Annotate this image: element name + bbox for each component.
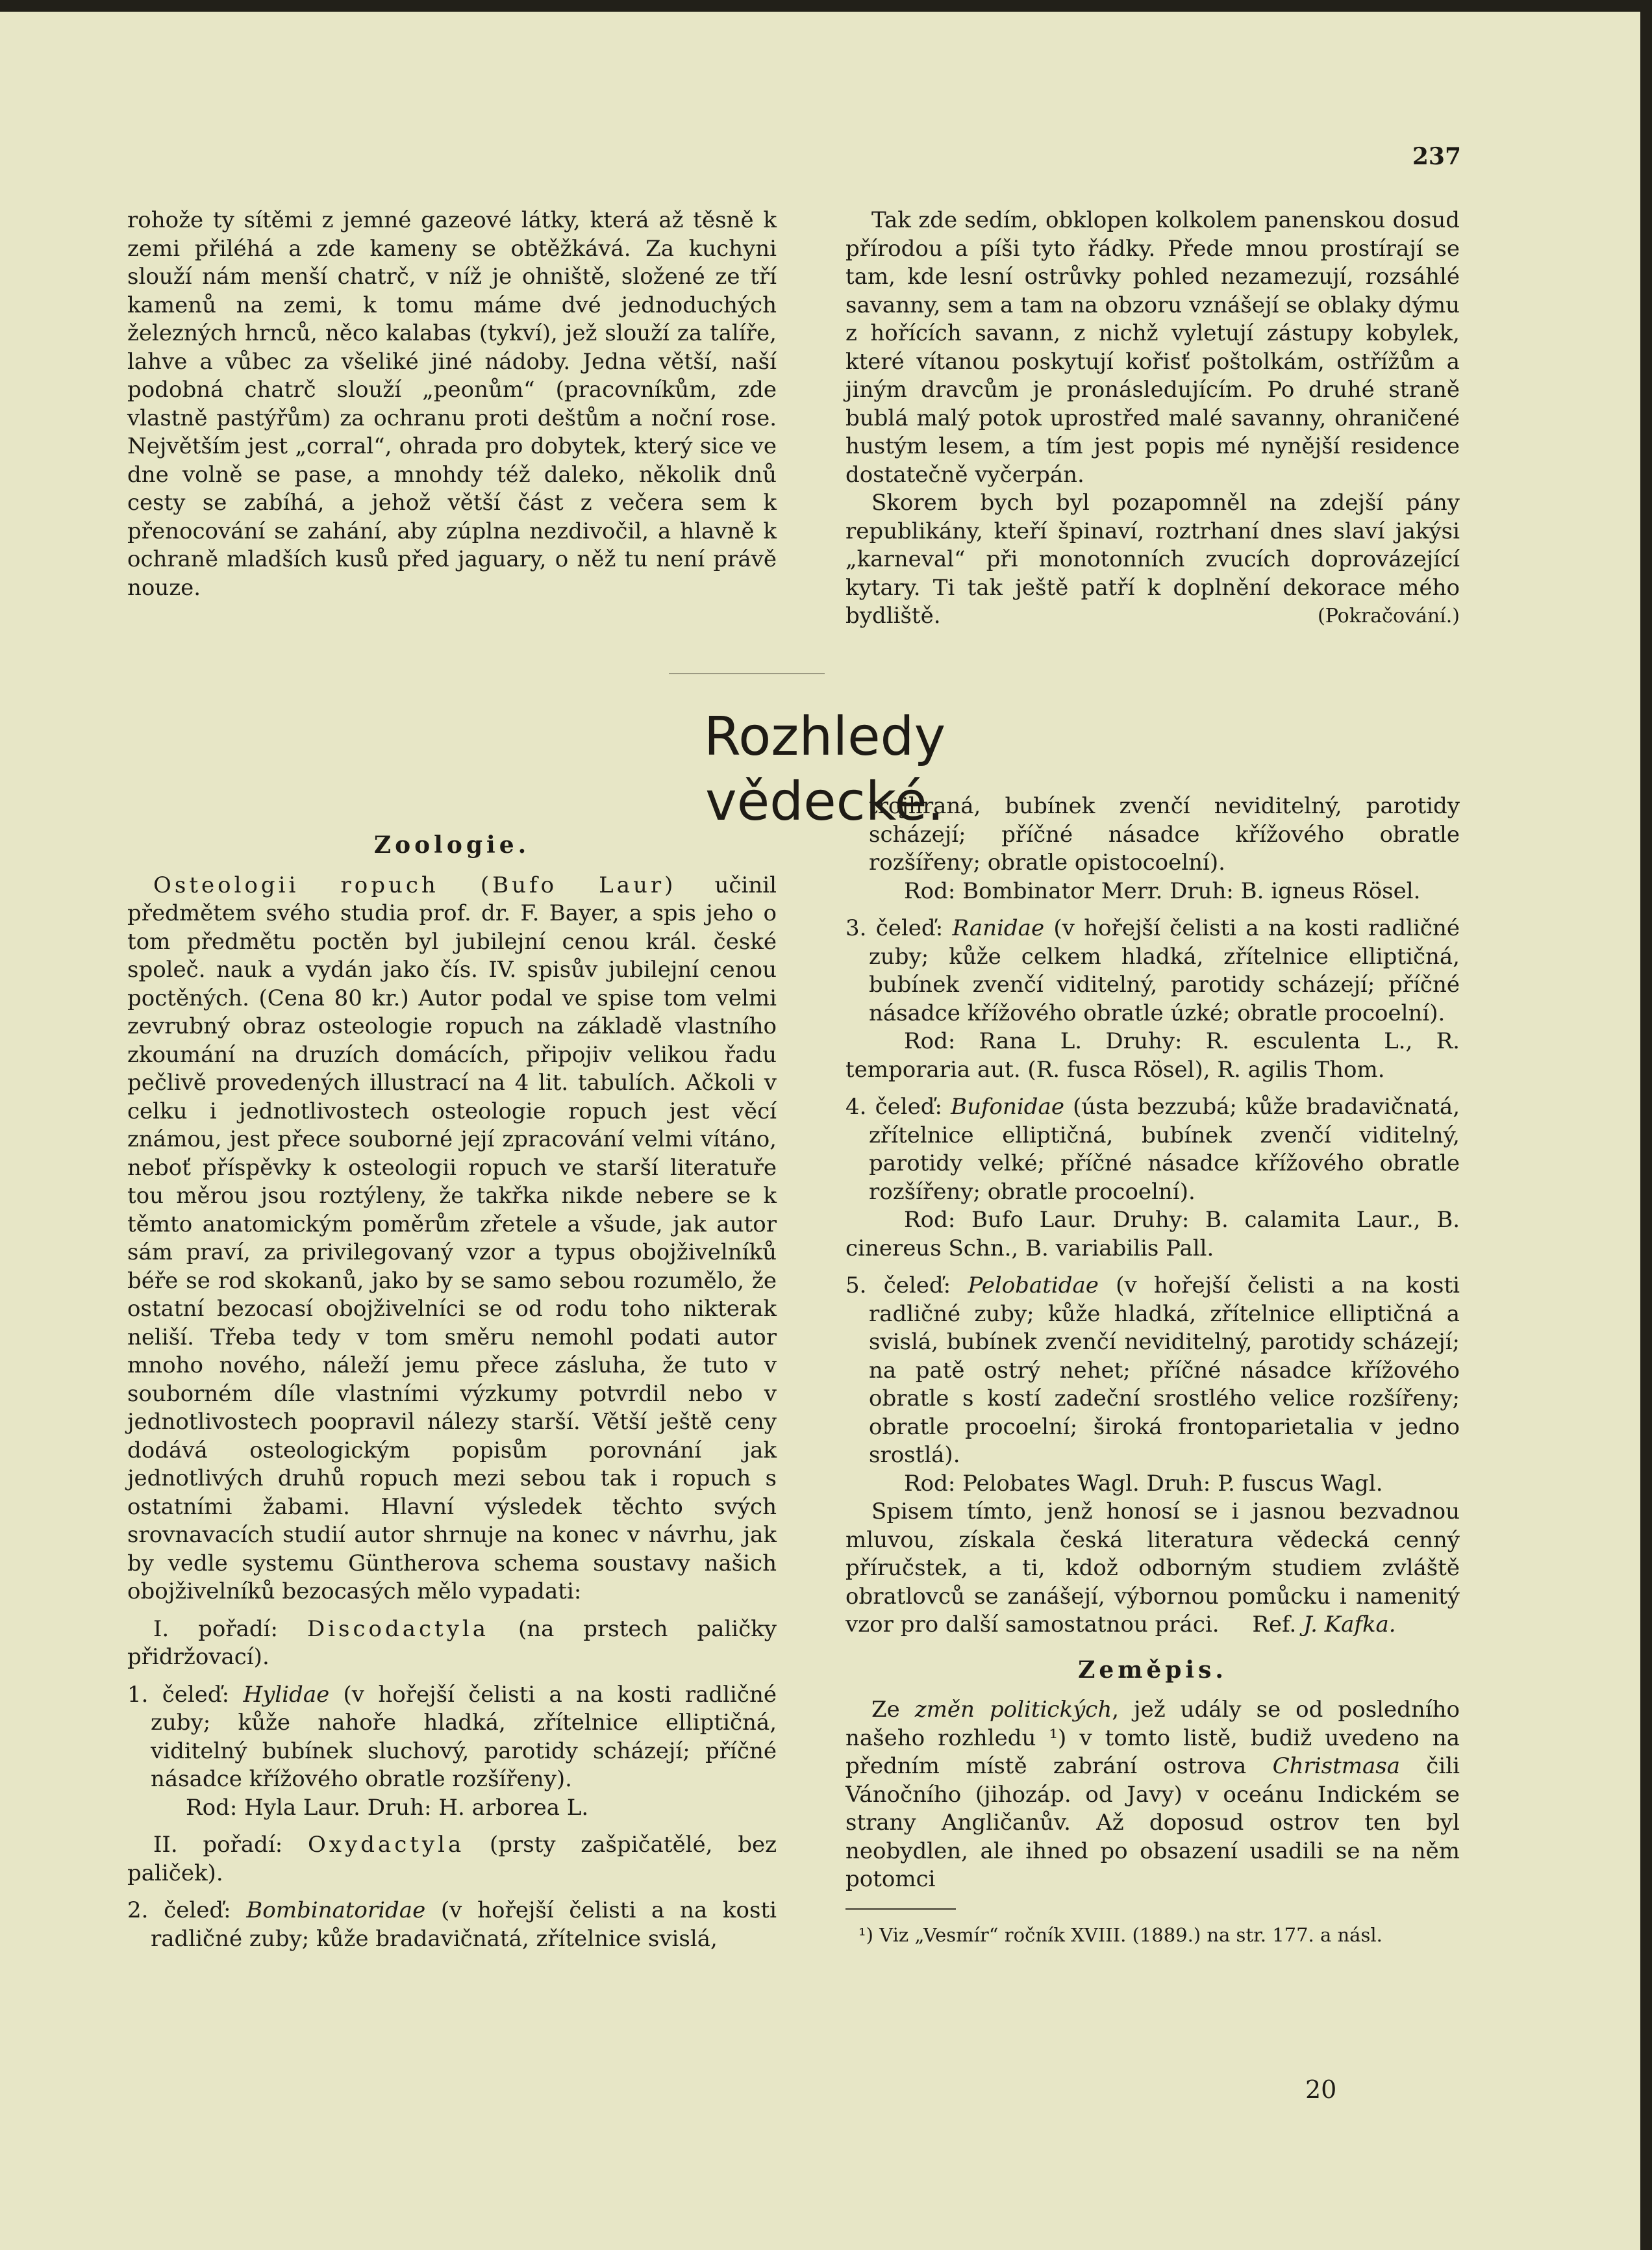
family-1-name: Hylidae [243,1681,330,1708]
family-5 [845,1272,1460,1470]
family-2 [127,1897,777,1953]
travel-paragraph-right-1: Tak zde sedím, obklopen kolkolem panenskou dosud přírodou a píši tyto řádky. Přede mnou prostírají se tam, kde lesní ostrůvky pohled nezamezují, rozsáhlé savanny, sem a tam na obzoru vznášejí se oblaky dýmu z hořících savann, z nichž vyletují zástupy kobylek, které vítanou poskytují kořisť poštolkám, ostřížům a jiným dravcům je pronásledujícím. Po druhé straně bublá malý potok uprostřed malé savanny, ohraničené hustým lesem, a tím jest popis mé nynější residence dostatečně vyčerpán. [845,207,1460,488]
rod-2: Rod: Bombinator Merr. Druh: B. igneus Rösel. [904,878,1421,904]
travel-paragraph-left: rohože ty sítěmi z jemné gazeové látky, která až těsně k zemi přiléhá a zde kameny se obtěžkává. Za kuchyni slouží nám menší chatrč, v níž je ohniště, složené ze tří kamenů na zemi, k tomu máme dvé jednoduchých železných hrnců, něco kalabas (tykví), jež slouží za talíře, lahve a vůbec za všeliké jiné nádoby. Jedna větší, naší podobná chatrč slouží „peonům“ (pracovníkům, zde vlastně pastýřům) za ochranu proti deštům a noční rose. Největším jest „corral“, ohrada pro dobytek, který sice ve dne volně se pase, a mnohdy též daleko, několik dnů cesty se zabíhá, a jehož větší část z večera sem k přenocování se zahání, aby zúplna nezdivočil, a hlavně k ochraně mladších kusů před jaguary, o něž tu není právě nouze. [127,207,777,601]
geography-heading: Zeměpis. [1078,1656,1227,1684]
family-1 [127,1681,777,1794]
family-2-desc: (v hořejší čelisti a na kosti radličné zuby; kůže bradavičnatá, zřítelnice svislá, [151,1897,777,1952]
family-5-desc: (v hořejší čelisti a na kosti radličné zuby; kůže hladká, zřítelnice elliptičná a svislá, bubínek zvenčí neviditelný, parotidy scházejí; na patě ostrý nehet; příčné násadce křížového obratle s kostí zadeční srostlého velice rozšířeny; obratle procoelní; široká frontoparietalia v jedno srostlá). [869,1272,1460,1468]
order-2-name: Oxydactyla [307,1832,465,1858]
family-1-label: 1. čeleď: [127,1681,244,1708]
order-1-label: I. pořadí: [153,1615,307,1642]
travel-paragraph-right-2-wrap [845,489,1460,631]
family-3-name: Ranidae [952,915,1045,941]
family-4-label: 4. čeleď: [845,1094,951,1120]
continued-note: (Pokračování.) [1318,605,1460,627]
geography-italic-2: Christmasa [1272,1753,1400,1779]
family-4-desc: (ústa bezzubá; kůže bradavičnatá, zřítelnice elliptičná, bubínek zvenčí viditelný, parotidy velké; příčné násadce křížového obratle rozšířeny; obratle procoelní). [869,1094,1460,1205]
family-5-name: Pelobatidae [968,1272,1099,1298]
order-1-name: Discodactyla [307,1615,490,1642]
footnote-rule [845,1908,956,1910]
family-4-name: Bufonidae [951,1094,1064,1120]
zoology-closing [845,1498,1460,1639]
family-3-desc: (v hořejší čelisti a na kosti radličné zuby; kůže celkem hladká, zřítelnice elliptičná, bubínek zvenčí viditelný, parotidy scházejí; příčné násadce křížového obratle úzké; obratle procoelní). [869,915,1460,1026]
scan-edge-top [0,0,1652,12]
zoology-geography-column [845,792,1460,1949]
printer-signature: 20 [1305,2075,1337,2104]
order-1-desc: (na prstech paličky přidržovací). [127,1615,777,1670]
family-2-label: 2. čeleď: [127,1897,247,1923]
geography-text-a: Ze [871,1697,915,1723]
family-5-label: 5. čeleď: [845,1272,968,1298]
geography-italic-1: změn politických [914,1697,1112,1723]
zoology-intro-text: učinil předmětem svého studia prof. dr. F. Bayer, a spis jeho o tom předmětu poctěn byl jubilejní cenou král. české společ. nauk a vydán jako čís. IV. spisův jubilejní cenou poctěných. (Cena 80 kr.) Autor podal ve spise tom velmi zevrubný obraz osteologie ropuch na základě vlastního zkoumání na druzích domácích, připojiv velikou řadu pečlivě provedených illustrací na 4 lit. tabulích. Ačkoli v celku i jednotlivostech osteologie ropuch jest věcí známou, jest přece souborné její zpracování velmi vítáno, neboť příspěvky k osteologii ropuch ve starší literatuře tou měrou jsou roztýleny, že takřka nikde nebere se k těmto anatomickým poměrům zřetele a všude, jak autor sám praví, za privilegovaný vzor a typus obojživelníků béře se rod skokanů, jako by se samo sebou rozumělo, že ostatní bezocasí obojživelníci se od rodu toho nikterak neliší. Třeba tedy v tom směru nemohl podati autor mnoho nového, náleží jemu přece zásluha, že tuto v souborném díle vlastními výzkumy potvrdil nebo v jednotlivostech poopravil nálezy starší. Větší ještě ceny dodává osteologickým popisům porovnání jak jednotlivých druhů ropuch mezi sebou tak i ropuch s ostatními žabami. Hlavní výsledek těchto svých srovnavacích studií autor shrnuje na konec v návrhu, jak by vedle systemu Güntherova schema soustavy našich obojživelníků bezocasých mělo vypadati: [127,872,777,1604]
section-separator [669,673,825,674]
zoology-closing-text: Spisem tímto, jenž honosí se i jasnou bezvadnou mluvou, získala česká literatura vědecká cenný příručstek, a ti, kdož odborným studiem zvláště obratlovců se zanášejí, výbornou pomůcku i namenitý vzor pro další samostatnou práci. [845,1498,1460,1637]
review-label: Ref. [1252,1612,1304,1637]
zoology-heading: Zoologie. [373,831,531,859]
order-2-label: II. pořadí: [153,1832,308,1858]
family-3 [845,915,1460,1028]
zoology-column [127,831,777,1953]
geography-paragraph [845,1696,1460,1894]
zoology-intro-title: Osteologii ropuch (Bufo Laur) [153,872,677,898]
review-author: J. Kafka. [1303,1612,1396,1637]
rod-3: Rod: Rana L. Druhy: R. esculenta L., R. temporaria aut. (R. fusca Rösel), R. agilis Thom. [845,1028,1460,1083]
travel-paragraph-right-2-text: Skorem bych byl pozapomněl na zdejší pány republikány, kteří špinaví, roztrhaní dnes slaví jakýsi „karneval“ při monotonních zvucích doprovázející kytary. Ti tak ještě patří k doplnění dekorace mého bydliště. [845,490,1460,629]
top-right-column [845,207,1460,631]
family-2-continued: trojhraná, bubínek zvenčí neviditelný, parotidy scházejí; příčné násadce křížového obratle rozšířeny; obratle opistocoelní). [869,793,1460,876]
top-left-column [127,207,777,602]
geography-text-b: , jež udály se od posledního našeho rozhledu ¹) v tomto listě, budiž uvedeno na předním místě zabrání ostrova [845,1697,1460,1779]
family-1-desc: (v hořejší čelisti a na kosti radličné zuby; kůže nahoře hladká, zřítelnice elliptičná, viditelný bubínek sluchový, parotidy scházejí; příčné násadce křížového obratle rozšířeny). [151,1681,777,1792]
family-4 [845,1093,1460,1206]
order-2 [127,1831,777,1888]
geography-text-c: čili Vánočního (jihozáp. od Javy) v oceánu Indickém se strany Angličanův. Až doposud ostrov ten byl neobydlen, ale ihned po obsazení usadili se na něm potomci [845,1753,1460,1892]
family-2-name: Bombinatoridae [246,1897,426,1923]
zoology-intro [127,872,777,1606]
page-number: 237 [1412,143,1461,170]
rod-1: Rod: Hyla Laur. Druh: H. arborea L. [186,1794,589,1821]
section-title: Rozhledy vědecké. [703,706,946,833]
footnote: ¹) Viz „Vesmír“ ročník XVIII. (1889.) na str. 177. a násl. [858,1923,1383,1946]
family-3-label: 3. čeleď: [845,915,953,941]
order-1 [127,1615,777,1672]
rod-4: Rod: Bufo Laur. Druhy: B. calamita Laur., B. cinereus Schn., B. variabilis Pall. [845,1207,1460,1261]
order-2-desc: (prsty zašpičatělé, bez paliček). [127,1832,777,1886]
scan-edge-right [1640,0,1652,2250]
rod-5: Rod: Pelobates Wagl. Druh: P. fuscus Wagl. [904,1470,1383,1497]
